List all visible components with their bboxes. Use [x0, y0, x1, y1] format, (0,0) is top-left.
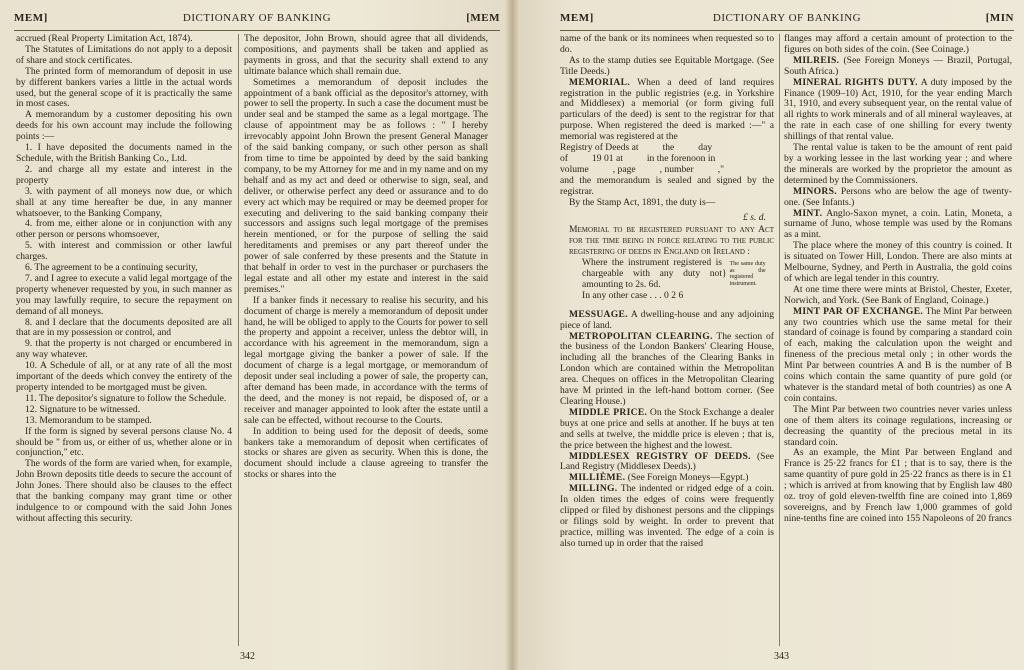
clause: 9. that the property is not charged or encumbered in any way whatever.	[16, 338, 232, 361]
column-right-a	[560, 34, 774, 646]
form-line: volume , page , number ,"	[560, 163, 725, 175]
entry-text: A duty imposed by the Finance (1909–10) Act, 1910, for the year ending March 31, 1910, and every subsequent year, on the rental value of all rights to work minerals and of all mineral wayleaves, at the rate in each case of one shilling for every twenty shillings of that rental value.	[784, 76, 1012, 143]
paragraph: flanges may afford a certain amount of protection to the figures on both sides of the coin. (See Coinage.)	[784, 34, 1012, 55]
clause: 1. I have deposited the documents named in the Schedule, with the British Banking Co., Ltd.	[16, 142, 232, 164]
entry-middlesex	[560, 452, 774, 474]
headword: METROPOLITAN CLEARING.	[569, 330, 713, 342]
entry-text: (See Foreign Moneys—Egypt.)	[627, 472, 749, 484]
paragraph: The Statutes of Limitations do not apply to a deposit of share and stock certificates.	[16, 43, 232, 66]
side-note: The same duty as the registered instrument.	[729, 261, 766, 287]
entry-mint	[784, 209, 1012, 242]
paragraph: As to the stamp duties see Equitable Mortgage. (See Title Deeds.)	[560, 54, 774, 77]
duty-row	[560, 258, 774, 291]
entry-text: The section of the business of the London Bankers' Clearing House, including all the branches of the Clearing Banks in London which are contained within the Metropolitan area. Cheques on offices in the Metropolitan Clearing have M printed in the left-hand bottom corner. (See Clearing House.)	[560, 330, 774, 407]
paragraph: If a banker finds it necessary to realise his security, and his document of charge is merely a memorandum of deposit under hand, he will be obliged to apply to the Courts for power to sell the property and appoint a receiver, unless the debtor will, in accordance with his agreement in the memorandum, sign a legal mortgage giving the banker a power of sale. If the document of charge is a legal mortgage, or memorandum of deposit under seal including a power of sale, the property can, after demand has been made, in accordance with the terms of the deed, and the money is not repaid, be disposed of, or a receiver and manager appointed to look after the estate until a sale can be effected, without recourse to the Courts.	[244, 294, 488, 426]
head-left-key: MEM]	[560, 12, 594, 24]
headword: MIDDLE PRICE.	[569, 406, 648, 418]
paragraph: The words of the form are varied when, for example, John Brown deposits title deeds to secure the account of John Jones. There should also be clauses to the effect that the banking company may grant time or other indulgence to or compound with the said John Jones without affecting this security.	[16, 458, 232, 524]
entry-milling	[560, 484, 774, 549]
clause: 12. Signature to be witnessed.	[25, 403, 141, 415]
paragraph: In addition to being used for the deposit of deeds, some bankers take a memorandum of deposit when certificates of stocks or shares are given as security. When this is done, the document should include a clause agreeing to transfer the stocks or shares into the	[244, 425, 488, 481]
column-divider	[779, 34, 780, 646]
headword: MINT.	[793, 207, 823, 219]
paragraph: The rental value is taken to be the amount of rent paid by a working lessee in the last working year ; and where the minerals are worked by the proprietor the amount as determined by the Commissioners.	[784, 142, 1012, 186]
headword: MINERAL RIGHTS DUTY.	[793, 76, 918, 88]
column-right-b	[784, 34, 1012, 646]
paragraph: At one time there were mints at Bristol, Chester, Exeter, Norwich, and York. (See Bank of England, Coinage.)	[784, 283, 1012, 306]
column-left-b	[244, 34, 488, 646]
clause: 7. and I agree to execute a valid legal mortgage of the property whenever requested by you, in such manner as you may lawfully require, to secure the repayment on demand of all moneys.	[16, 272, 232, 317]
paragraph: Sometimes a memorandum of deposit includes the appointment of a bank official as the depositor's attorney, with power to sell the property. In such a case the document must be under seal and be stamped the same as a legal mortgage. The clause of appointment may be as follows : " I hereby irrevocably appoint John Brown the present General Manager of the said banking company, or such other person as shall from time to time be appointed by deed by the said banking company, to be my Attorney for me and in my name and on my behalf and as my act and deed or otherwise to sign, seal, and deliver, or otherwise perfect any deed or assurance and to do every act which may be required or may be deemed proper for executing and delivering to the said banking company their successors and assigns such legal mortgage of the premises herein mentioned, or for the purpose of selling the said hereditaments and premises or any part thereof under the power of sale conferred by these presents and the Statute in that behalf in order to vest in the purchaser or purchasers the legal estate and all other my estate and interest in the said premises."	[244, 76, 488, 295]
duty-other-case: In any other case . . . 0 2 6	[582, 289, 684, 301]
clause: 8. and I declare that the documents deposited are all that are in my possession or control, and	[16, 316, 232, 339]
head-left-key: MEM]	[14, 12, 48, 24]
entry-memorial	[560, 78, 774, 143]
head-right-key: [MIN	[985, 12, 1014, 24]
paragraph: The depositor, John Brown, should agree that all dividends, compositions, and payments shall be taken and applied as payments in gross, and that the security shall extend to any ultimate balance which shall remain due.	[244, 34, 488, 77]
form-line: of 19 01 at in the forenoon in	[560, 152, 716, 164]
clause: 2. and charge all my estate and interest in the property	[16, 163, 232, 186]
entry-text: Anglo-Saxon mynet, a coin. Latin, Moneta, a surname of Juno, whose temple was used by the Romans as a mint.	[784, 207, 1012, 241]
paragraph: The place where the money of this country is coined. It is situated on Tower Hill, London. There are also mints at Melbourne, Sydney, and Perth in Australia, the gold coins of which are legal tender in this country.	[784, 240, 1012, 284]
brace: }	[722, 268, 727, 280]
page-number: 342	[240, 651, 255, 662]
headword: MINT PAR OF EXCHANGE.	[793, 305, 924, 317]
head-right-key: [MEM	[466, 12, 500, 24]
clause: 6. The agreement to be a continuing security,	[25, 262, 198, 274]
entry-mineral-rights	[784, 78, 1012, 143]
entry-milreis	[784, 56, 1012, 78]
clause: 4. from me, either alone or in conjunction with any other person or persons whomsoever,	[16, 218, 232, 241]
running-head-right	[560, 12, 1014, 26]
paragraph: name of the bank or its nominees when requested so to do.	[560, 34, 774, 55]
entry-minors	[784, 187, 1012, 209]
entry-text: Persons who are below the age of twenty-one. (See Infants.)	[784, 185, 1012, 208]
header-rule	[560, 30, 1014, 31]
headword: MILLIÈME.	[569, 472, 626, 484]
header-rule	[14, 30, 500, 31]
paragraph: and the memorandum is sealed and signed by the registrar.	[560, 174, 774, 197]
column-divider	[238, 34, 239, 646]
entry-messuage	[560, 310, 774, 332]
entry-text: (See Land Registry (Middlesex Deeds).)	[560, 450, 774, 473]
page-343	[512, 0, 1024, 670]
headword: MEMORIAL.	[569, 76, 631, 88]
clause: 10. A Schedule of all, or at any rate of all the most important of the deeds which convey the entirety of the property intended to be mortgaged must be given.	[16, 360, 232, 393]
entry-text: (See Foreign Moneys — Brazil, Portugal, South Africa.)	[784, 54, 1012, 77]
entry-text: On the Stock Exchange a dealer buys at one price and sells at another. If he buys at ten and sells at twelve, the middle price is eleven ; that is, the price between the highest and the lowest.	[560, 406, 774, 451]
entry-text: A dwelling-house and any adjoining piece of land.	[560, 308, 774, 331]
money-heading: £ s. d.	[743, 211, 766, 223]
paragraph: If the form is signed by several persons clause No. 4 should be " from us, or either of us, whether alone or in conjunction," etc.	[16, 425, 232, 459]
clause: 3. with payment of all moneys now due, or which shall at any time hereafter be due, in any manner whatsoever, to the Banking Company,	[16, 185, 232, 219]
paragraph: The printed form of memorandum of deposit in use by different bankers varies a little in the actual words used, but the general scope of it is practically the same in most cases.	[16, 65, 232, 110]
entry-text: When a deed of land requires registration in the public registries (e.g. in Yorkshire and Middlesex) a memorial (or form giving full particulars of the deed) is sent to the registrar for that purpose. When registered the deed is marked :—" a memorial was registered at the	[560, 76, 774, 143]
form-line: Registry of Deeds at the day	[560, 142, 713, 154]
head-title: DICTIONARY OF BANKING	[712, 12, 862, 24]
paragraph: The Mint Par between two countries never varies unless one of them alters its coinage regulations, increasing or decreasing the quantity of the precious metal in its standard coin.	[784, 403, 1012, 448]
duty-condition: Where the instrument registered is chargeable with any duty not amounting to 2s. 6d.	[582, 257, 722, 290]
paragraph: accrued (Real Property Limitation Act, 1874).	[16, 34, 193, 44]
clause: 11. The depositor's signature to follow the Schedule.	[25, 392, 227, 404]
paragraph: By the Stamp Act, 1891, the duty is—	[569, 196, 716, 208]
paragraph: A memorandum by a customer depositing his own deeds for his own account may include the following points :—	[16, 109, 232, 143]
paragraph: Memorial to be registered pursuant to any Act for the time being in force relating to the public registering of deeds in England or Ireland :	[569, 224, 774, 258]
headword: MIDDLESEX REGISTRY OF DEEDS.	[569, 450, 751, 462]
column-left-a	[16, 34, 232, 646]
head-title: DICTIONARY OF BANKING	[182, 12, 332, 24]
entry-text: The indented or ridged edge of a coin. In olden times the edges of coins were frequently clipped or filed by dishonest persons and the clippings or filings sold by weight. In order to prevent that practice, milling was invented. The edge of a coin is also turned up in order that the raised	[560, 483, 774, 549]
paragraph: As an example, the Mint Par between England and France is 25·22 francs for £1 ; that is to say, there is the same quantity of pure gold in 25·22 francs as there is in £1 ; which is arrived at from knowing that by English law 480 oz. troy of gold eleven-twelfth fine are coined into 1,869 sovereigns, and by French law 1,000 grammes of gold nine-tenths fine are coined into 155 Napoleons of 20 francs	[784, 447, 1012, 524]
entry-mint-par	[784, 307, 1012, 405]
entry-metropolitan	[560, 332, 774, 408]
clause: 13. Memorandum to be stamped.	[25, 414, 152, 426]
page-number: 343	[774, 651, 789, 662]
headword: MESSUAGE.	[569, 308, 628, 320]
headword: MINORS.	[793, 185, 837, 197]
clause: 5. with interest and commission or other lawful charges.	[16, 240, 232, 263]
headword: MILREIS.	[793, 54, 840, 66]
running-head-left	[14, 12, 500, 26]
entry-middle-price	[560, 408, 774, 452]
headword: MILLING.	[569, 483, 618, 495]
entry-text: The Mint Par between any two countries which use the same metal for their standard of coinage is found by comparing a standard coin of each, making the calculation upon the weight and fineness of the precious metal only ; in other words the Mint Par between countries A and B is the number of B coins which contain the same quantity of pure gold (or whatever is the standard metal of both countries) as one A coin contains.	[784, 305, 1012, 404]
